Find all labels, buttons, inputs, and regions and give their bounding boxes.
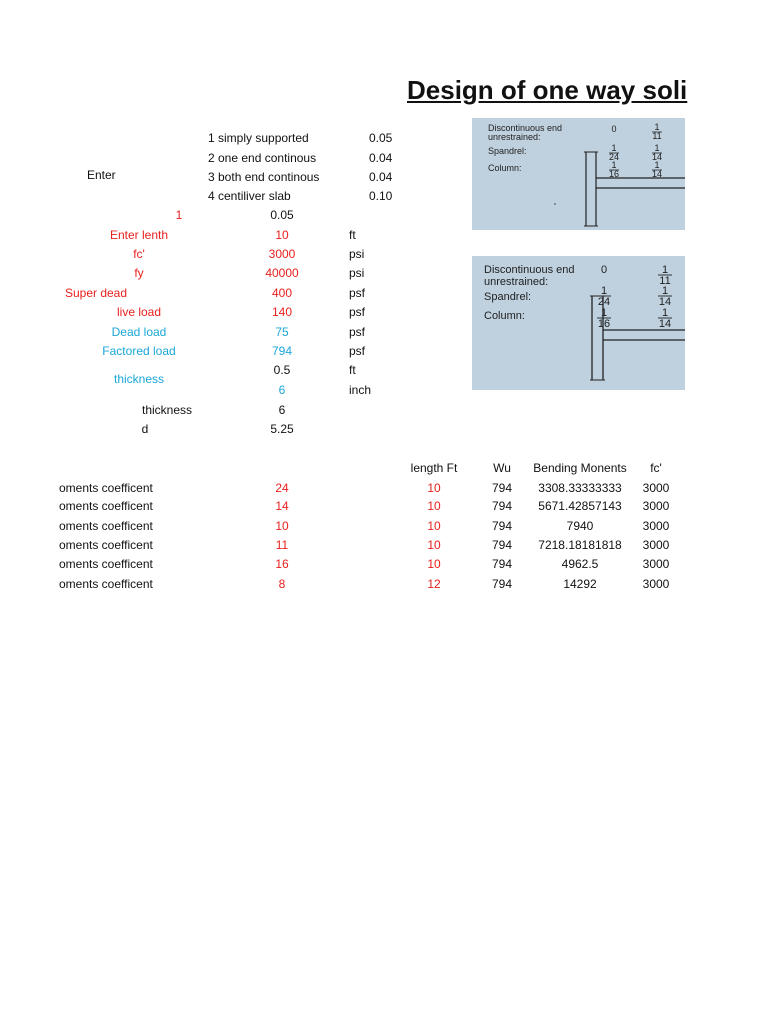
d-label: d: [141, 422, 149, 436]
selection-result: 0.05: [270, 208, 294, 222]
row-label: oments coefficent: [59, 538, 153, 552]
row-coef: 10: [275, 519, 289, 533]
factored-load-label: Factored load: [102, 344, 176, 358]
row-length: 10: [427, 557, 441, 571]
diagram-num: 1: [600, 307, 608, 319]
diagram-text: unrestrained:: [484, 276, 549, 288]
diagram-text: Column:: [484, 310, 525, 322]
diagram-num: 1: [654, 122, 660, 132]
header-moment: Bending Monents: [533, 461, 627, 475]
thickness-in-value: 6: [278, 383, 286, 397]
live-load-label: live load: [116, 305, 162, 319]
support-option-value: 0.05: [369, 131, 393, 145]
diagram-num: 1: [661, 285, 669, 297]
diagram-text: Spandrel:: [484, 291, 532, 303]
row-wu: 794: [491, 519, 513, 533]
dead-load-value: 75: [275, 325, 289, 339]
live-load-value[interactable]: 140: [271, 305, 293, 319]
row-fc: 3000: [642, 577, 670, 591]
diagram-text: Column:: [488, 163, 522, 173]
row-moment: 3308.33333333: [538, 481, 622, 495]
row-coef: 16: [275, 557, 289, 571]
support-option-label: 2 one end continous: [208, 151, 317, 165]
diagram-num: 1: [661, 264, 669, 276]
fc-unit: psi: [349, 247, 365, 261]
fy-unit: psi: [349, 266, 365, 280]
factored-load-unit: psf: [349, 344, 366, 358]
fy-value[interactable]: 40000: [265, 266, 299, 280]
row-fc: 3000: [642, 538, 670, 552]
diagram-num: 1: [611, 160, 617, 170]
row-moment: 7218.18181818: [538, 538, 622, 552]
row-label: oments coefficent: [59, 519, 153, 533]
diagram-num: 14: [651, 169, 663, 179]
moment-coefficient-diagram: [472, 118, 685, 230]
diagram-num: 14: [651, 152, 663, 162]
fc-label: fc': [133, 247, 145, 261]
dead-load-unit: psf: [349, 325, 366, 339]
row-fc: 3000: [642, 557, 670, 571]
diagram-num: 1: [661, 307, 669, 319]
live-load-unit: psf: [349, 305, 366, 319]
diagram-num: 24: [597, 296, 611, 308]
row-length: 10: [427, 481, 441, 495]
support-option-label: 4 centiliver slab: [208, 189, 291, 203]
row-wu: 794: [491, 499, 513, 513]
dead-load-label: Dead load: [111, 325, 167, 339]
diagram-num: 0: [600, 264, 608, 276]
diagram-text: Spandrel:: [488, 146, 527, 156]
diagram-num: 1: [600, 285, 608, 297]
row-length: 10: [427, 499, 441, 513]
row-fc: 3000: [642, 481, 670, 495]
row-wu: 794: [491, 577, 513, 591]
row-wu: 794: [491, 481, 513, 495]
diagram-text: Discontinuous end: [488, 123, 563, 133]
fc-value[interactable]: 3000: [268, 247, 296, 261]
diagram-num: 1: [611, 143, 617, 153]
thickness-ft-value: 0.5: [273, 363, 291, 377]
header-length: length Ft: [410, 461, 458, 475]
row-coef: 8: [278, 577, 286, 591]
diagram-num: 16: [608, 169, 620, 179]
moment-coefficient-diagram: [472, 256, 685, 390]
thickness-ft-unit: ft: [349, 363, 356, 377]
row-fc: 3000: [642, 519, 670, 533]
row-moment: 5671.42857143: [538, 499, 622, 513]
diagram-num: 16: [597, 318, 611, 330]
row-label: oments coefficent: [59, 577, 153, 591]
row-label: oments coefficent: [59, 499, 153, 513]
row-coef: 24: [275, 481, 289, 495]
support-option-value: 0.04: [369, 170, 393, 184]
row-length: 10: [427, 519, 441, 533]
super-dead-value[interactable]: 400: [271, 286, 293, 300]
row-fc: 3000: [642, 499, 670, 513]
length-value[interactable]: 10: [275, 228, 289, 242]
diagram-num: 1: [654, 160, 660, 170]
support-option-value: 0.10: [369, 189, 393, 203]
diagram-num: 0: [611, 124, 617, 134]
support-option-label: 3 both end continous: [208, 170, 320, 184]
diagram-num: 11: [652, 131, 662, 141]
header-wu: Wu: [493, 461, 511, 475]
thickness2-value: 6: [278, 403, 286, 417]
thickness-label: thickness: [113, 372, 165, 386]
row-wu: 794: [491, 557, 513, 571]
diagram-text: Discontinuous end: [484, 264, 575, 276]
row-label: oments coefficent: [59, 557, 153, 571]
d-value: 5.25: [270, 422, 294, 436]
thickness-in-unit: inch: [349, 383, 372, 397]
diagram-num: 14: [658, 296, 672, 308]
support-option-value: 0.04: [369, 151, 393, 165]
row-wu: 794: [491, 538, 513, 552]
row-coef: 11: [275, 538, 289, 552]
row-moment: 14292: [563, 577, 597, 591]
factored-load-value: 794: [271, 344, 293, 358]
enter-label: Enter: [87, 168, 116, 182]
header-fc: fc': [650, 461, 662, 475]
diagram-num: 11: [659, 275, 671, 287]
row-moment: 7940: [566, 519, 594, 533]
row-moment: 4962.5: [561, 557, 599, 571]
diagram-num: 14: [658, 318, 672, 330]
selection-input[interactable]: 1: [175, 208, 183, 222]
diagram-num: 1: [654, 143, 660, 153]
thickness2-label: thickness: [141, 403, 193, 417]
super-dead-unit: psf: [349, 286, 366, 300]
page-title: Design of one way soli: [407, 75, 688, 105]
diagram-num: 24: [608, 152, 620, 162]
length-label: Enter lenth: [109, 228, 169, 242]
diagram-text: unrestrained:: [488, 132, 541, 142]
length-unit: ft: [349, 228, 356, 242]
row-length: 12: [427, 577, 441, 591]
row-label: oments coefficent: [59, 481, 153, 495]
super-dead-label: Super dead: [64, 286, 128, 300]
support-option-label: 1 simply supported: [208, 131, 309, 145]
row-coef: 14: [275, 499, 289, 513]
fy-label: fy: [134, 266, 144, 280]
row-length: 10: [427, 538, 441, 552]
